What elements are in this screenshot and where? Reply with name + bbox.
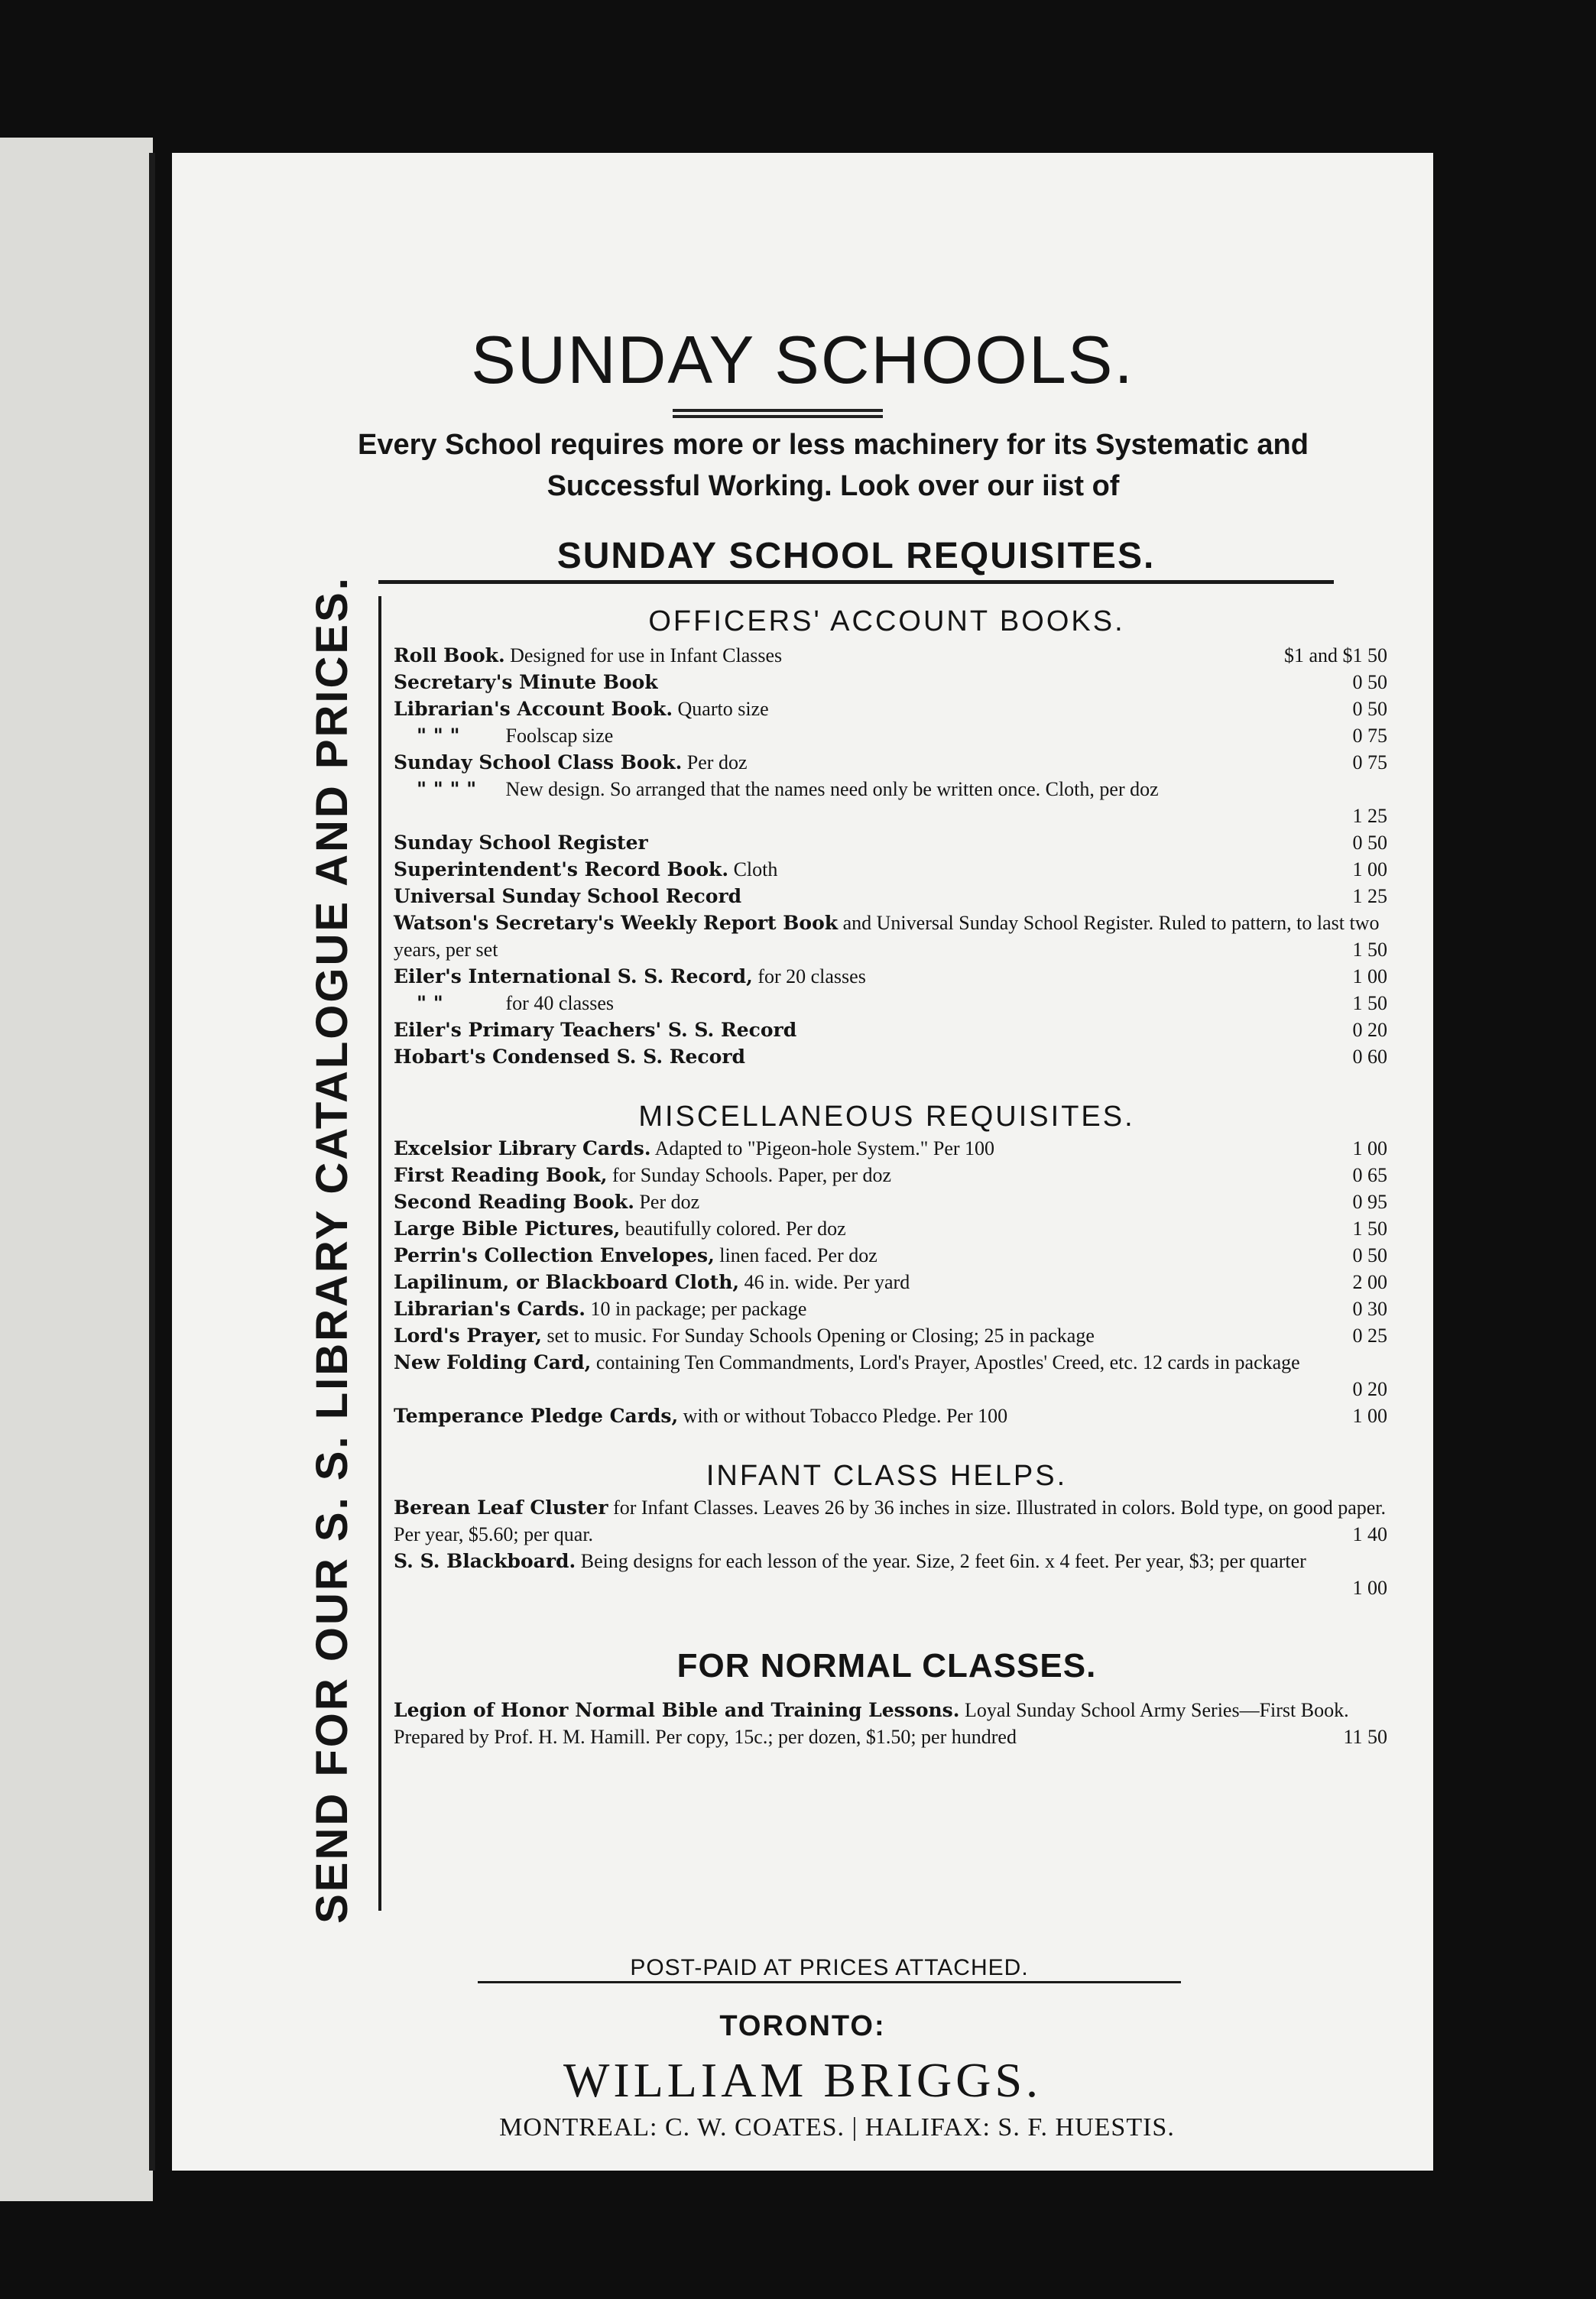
list-item xyxy=(394,722,1387,749)
infant-heading: INFANT CLASS HELPS. xyxy=(706,1460,1068,1492)
item-name: Perrin's Collection Envelopes, xyxy=(394,1244,715,1266)
postpaid-note: POST-PAID AT PRICES ATTACHED. xyxy=(478,1955,1181,1983)
list-item xyxy=(394,1017,1387,1043)
list-item xyxy=(394,749,1387,776)
list-item xyxy=(394,1697,1387,1750)
item-price: 1 50 xyxy=(1352,1218,1387,1240)
item-description: containing Ten Commandments, Lord's Prayer, Apostles' Creed, etc. 12 cards in package xyxy=(591,1351,1300,1373)
list-item xyxy=(394,1349,1387,1402)
item-name: Roll Book. xyxy=(394,644,505,666)
item-name: Librarian's Account Book. xyxy=(394,698,673,720)
list-item xyxy=(394,1402,1387,1429)
item-name: Universal Sunday School Record xyxy=(394,885,742,907)
item-price: 1 00 xyxy=(1352,965,1387,987)
item-name: Watson's Secretary's Weekly Report Book xyxy=(394,912,839,934)
list-item xyxy=(394,669,1387,696)
item-name: Eiler's Primary Teachers' S. S. Record xyxy=(394,1019,797,1041)
item-price: 1 25 xyxy=(1352,805,1387,827)
item-name: Large Bible Pictures, xyxy=(394,1218,621,1240)
item-price: 11 50 xyxy=(1343,1726,1387,1748)
intro-text: Every School requires more or less machinery for its Systematic and Successful Working. Look over our iist of xyxy=(358,429,1309,502)
book-spine xyxy=(149,153,155,2171)
item-price: 0 20 xyxy=(1352,1378,1387,1400)
item-description: for Infant Classes. Leaves 26 by 36 inches in size. Illustrated in colors. Bold type, on good paper. Per year, $5.60; per quar. xyxy=(394,1496,1386,1545)
vertical-banner: SEND FOR OUR S. S. LIBRARY CATALOGUE AND PRICES. xyxy=(307,576,357,1924)
item-description: Per doz xyxy=(682,751,748,773)
list-item xyxy=(394,776,1387,829)
infant-list xyxy=(394,1494,1387,1601)
item-description: Quarto size xyxy=(673,698,769,720)
item-description: set to music. For Sunday Schools Opening or Closing; 25 in package xyxy=(542,1325,1095,1347)
branch-offices: MONTREAL: C. W. COATES. | HALIFAX: S. F. HUESTIS. xyxy=(499,2113,1175,2142)
item-name: Second Reading Book. xyxy=(394,1191,634,1213)
item-price: 0 30 xyxy=(1352,1298,1387,1320)
list-item xyxy=(394,990,1387,1017)
item-name: Secretary's Minute Book xyxy=(394,671,658,693)
normal-heading: FOR NORMAL CLASSES. xyxy=(676,1647,1097,1685)
item-description: linen faced. Per doz xyxy=(714,1244,877,1266)
list-item xyxy=(394,1295,1387,1322)
item-name: Lord's Prayer, xyxy=(394,1325,542,1347)
item-description: Designed for use in Infant Classes xyxy=(504,644,783,666)
officers-list xyxy=(394,642,1387,1070)
item-name: " " " xyxy=(417,725,460,747)
item-name: Legion of Honor Normal Bible and Training Lessons. xyxy=(394,1699,960,1721)
item-price: 2 00 xyxy=(1352,1271,1387,1293)
item-description: with or without Tobacco Pledge. Per 100 xyxy=(678,1405,1008,1427)
item-price: 0 50 xyxy=(1352,698,1387,720)
item-description: 46 in. wide. Per yard xyxy=(739,1271,910,1293)
list-item xyxy=(394,883,1387,910)
list-item xyxy=(394,963,1387,990)
item-price: 0 20 xyxy=(1352,1019,1387,1041)
misc-heading: MISCELLANEOUS REQUISITES. xyxy=(638,1101,1135,1133)
item-description: Per doz xyxy=(634,1191,700,1213)
item-price: 0 60 xyxy=(1352,1046,1387,1068)
publisher-city: TORONTO: xyxy=(719,2010,886,2042)
item-price: 0 50 xyxy=(1352,671,1387,693)
item-price: 0 95 xyxy=(1352,1191,1387,1213)
facing-page-edge xyxy=(0,138,153,2201)
item-price: 1 00 xyxy=(1352,1137,1387,1159)
item-description: Foolscap size xyxy=(501,725,614,747)
officers-heading: OFFICERS' ACCOUNT BOOKS. xyxy=(648,605,1125,637)
item-name: Superintendent's Record Book. xyxy=(394,858,729,880)
item-name: First Reading Book, xyxy=(394,1164,608,1186)
normal-list xyxy=(394,1697,1387,1750)
item-price: 1 50 xyxy=(1352,992,1387,1014)
item-price: 1 40 xyxy=(1352,1523,1387,1545)
list-item xyxy=(394,1322,1387,1349)
item-description: for 40 classes xyxy=(501,992,615,1014)
item-description: New design. So arranged that the names need only be written once. Cloth, per doz xyxy=(501,778,1159,800)
item-price: 1 00 xyxy=(1352,858,1387,880)
item-price: 1 00 xyxy=(1352,1577,1387,1599)
requisites-heading: SUNDAY SCHOOL REQUISITES. xyxy=(378,535,1334,584)
item-name: Temperance Pledge Cards, xyxy=(394,1405,679,1427)
list-item xyxy=(394,1135,1387,1162)
list-item xyxy=(394,1548,1387,1601)
list-item xyxy=(394,642,1387,669)
item-price: 1 50 xyxy=(1352,939,1387,961)
item-description: for 20 classes xyxy=(752,965,866,987)
list-item xyxy=(394,1188,1387,1215)
item-description: Adapted to "Pigeon-hole System." Per 100 xyxy=(650,1137,995,1159)
list-item xyxy=(394,1494,1387,1548)
publisher-name: WILLIAM BRIGGS. xyxy=(563,2053,1043,2107)
list-item xyxy=(394,1162,1387,1188)
item-name: Lapilinum, or Blackboard Cloth, xyxy=(394,1271,740,1293)
page-title: SUNDAY SCHOOLS. xyxy=(471,322,1134,397)
item-price: 0 50 xyxy=(1352,1244,1387,1266)
list-item xyxy=(394,1215,1387,1242)
item-name: Librarian's Cards. xyxy=(394,1298,586,1320)
item-price: $1 and $1 50 xyxy=(1283,644,1387,666)
item-description: Cloth xyxy=(728,858,778,880)
item-price: 0 50 xyxy=(1352,832,1387,854)
item-description: Being designs for each lesson of the year. Size, 2 feet 6in. x 4 feet. Per year, $3; per quarter xyxy=(576,1550,1306,1572)
item-name: Eiler's International S. S. Record, xyxy=(394,965,753,987)
item-description: for Sunday Schools. Paper, per doz xyxy=(607,1164,892,1186)
list-item xyxy=(394,910,1387,963)
list-item xyxy=(394,1269,1387,1295)
item-description: beautifully colored. Per doz xyxy=(620,1218,846,1240)
item-name: Excelsior Library Cards. xyxy=(394,1137,651,1159)
misc-list xyxy=(394,1135,1387,1429)
item-name: " " " " xyxy=(417,778,477,800)
item-name: " " xyxy=(417,992,443,1014)
item-description: 10 in package; per package xyxy=(585,1298,807,1320)
list-item xyxy=(394,829,1387,856)
catalogue-page xyxy=(172,153,1433,2171)
title-rule xyxy=(673,415,883,418)
item-price: 0 75 xyxy=(1352,725,1387,747)
item-name: Berean Leaf Cluster xyxy=(394,1496,608,1519)
item-price: 1 00 xyxy=(1352,1405,1387,1427)
list-item xyxy=(394,1043,1387,1070)
item-name: Sunday School Register xyxy=(394,832,648,854)
item-description: Loyal Sunday School Army Series—First Book. Prepared by Prof. H. M. Hamill. Per copy, 15c.; per dozen, $1.50; per hundred xyxy=(394,1699,1349,1748)
item-price: 0 25 xyxy=(1352,1325,1387,1347)
banner-divider xyxy=(378,596,381,1911)
item-price: 0 65 xyxy=(1352,1164,1387,1186)
list-item xyxy=(394,1242,1387,1269)
list-item xyxy=(394,696,1387,722)
title-rule xyxy=(673,409,883,412)
item-name: Hobart's Condensed S. S. Record xyxy=(394,1046,745,1068)
item-name: New Folding Card, xyxy=(394,1351,592,1373)
item-description: and Universal Sunday School Register. Ruled to pattern, to last two years, per set xyxy=(394,912,1380,961)
list-item xyxy=(394,856,1387,883)
item-name: S. S. Blackboard. xyxy=(394,1550,576,1572)
item-price: 1 25 xyxy=(1352,885,1387,907)
item-price: 0 75 xyxy=(1352,751,1387,773)
item-name: Sunday School Class Book. xyxy=(394,751,683,773)
